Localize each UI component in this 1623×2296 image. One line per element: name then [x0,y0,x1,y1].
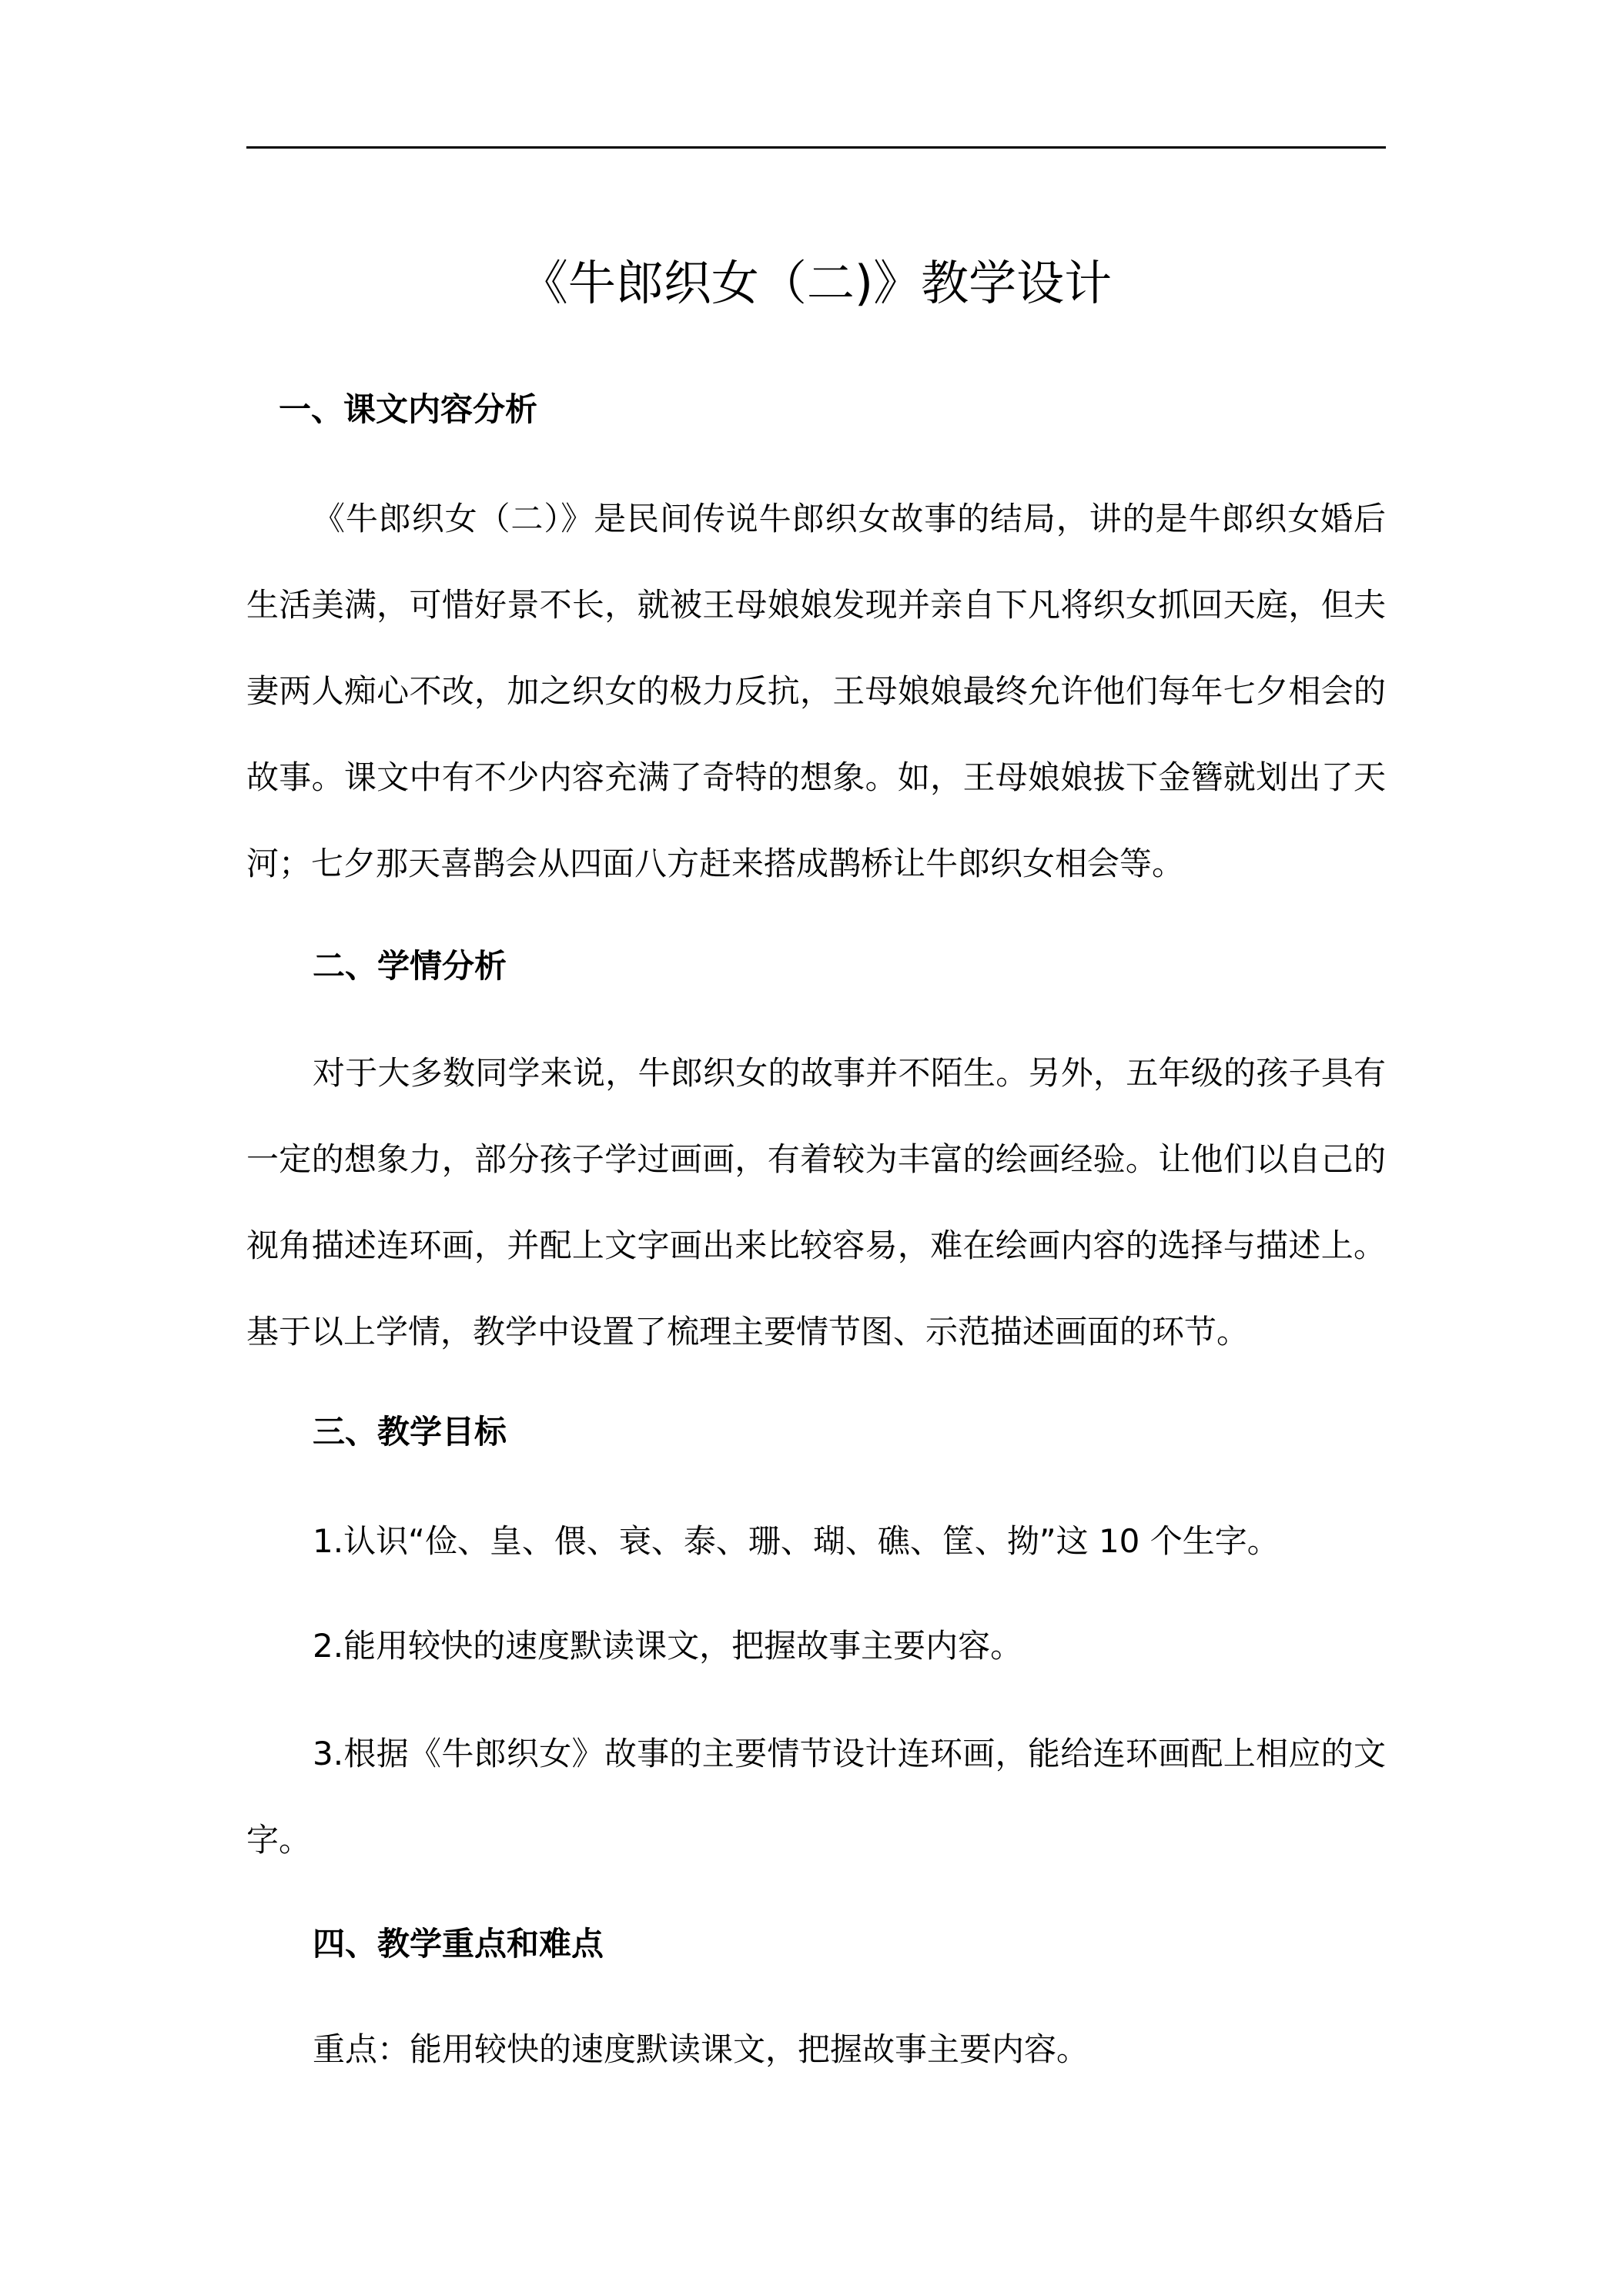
paragraph-line: 字。 [246,1821,312,1859]
paragraph-content-analysis [246,476,1386,907]
paragraph-line: 《牛郎织女（二）》是民间传说牛郎织女故事的结局，讲的是牛郎织女婚后 [313,500,1386,537]
goal-item-2: 2.能用较快的速度默读课文，把握故事主要内容。 [313,1627,1023,1665]
paragraph-learner-analysis [246,1030,1386,1375]
section-heading-content-analysis: 一、课文内容分析 [279,390,538,428]
key-point-text: 重点：能用较快的速度默读课文，把握故事主要内容。 [313,2030,1089,2068]
goal-item-3 [246,1711,1386,1883]
paragraph-line: 3.根据《牛郎织女》故事的主要情节设计连环画，能给连环画配上相应的文 [313,1735,1386,1772]
section-heading-teaching-goals: 三、教学目标 [313,1413,507,1451]
header-rule [246,146,1386,149]
paragraph-line: 视角描述连环画，并配上文字画出来比较容易，难在绘画内容的选择与描述上。 [246,1227,1386,1264]
paragraph-line: 基于以上学情，教学中设置了梳理主要情节图、示范描述画面的环节。 [246,1313,1250,1350]
paragraph-line: 河；七夕那天喜鹊会从四面八方赶来搭成鹊桥让牛郎织女相会等。 [246,845,1185,882]
section-heading-key-points: 四、教学重点和难点 [313,1925,604,1963]
paragraph-line: 对于大多数同学来说，牛郎织女的故事并不陌生。另外，五年级的孩子具有 [313,1054,1386,1092]
paragraph-line: 生活美满，可惜好景不长，就被王母娘娘发现并亲自下凡将织女抓回天庭，但夫 [246,586,1386,624]
document-title: 《牛郎织女（二)》教学设计 [520,255,1113,311]
section-heading-learner-analysis: 二、学情分析 [313,947,507,985]
paragraph-line: 妻两人痴心不改，加之织女的极力反抗，王母娘娘最终允许他们每年七夕相会的 [246,672,1386,710]
paragraph-line: 一定的想象力，部分孩子学过画画，有着较为丰富的绘画经验。让他们以自己的 [246,1140,1386,1178]
paragraph-line: 故事。课文中有不少内容充满了奇特的想象。如，王母娘娘拔下金簪就划出了天 [246,758,1386,796]
goal-item-1: 1.认识“俭、皇、偎、衰、泰、珊、瑚、礁、筐、拗”这 10 个生字。 [313,1522,1280,1560]
